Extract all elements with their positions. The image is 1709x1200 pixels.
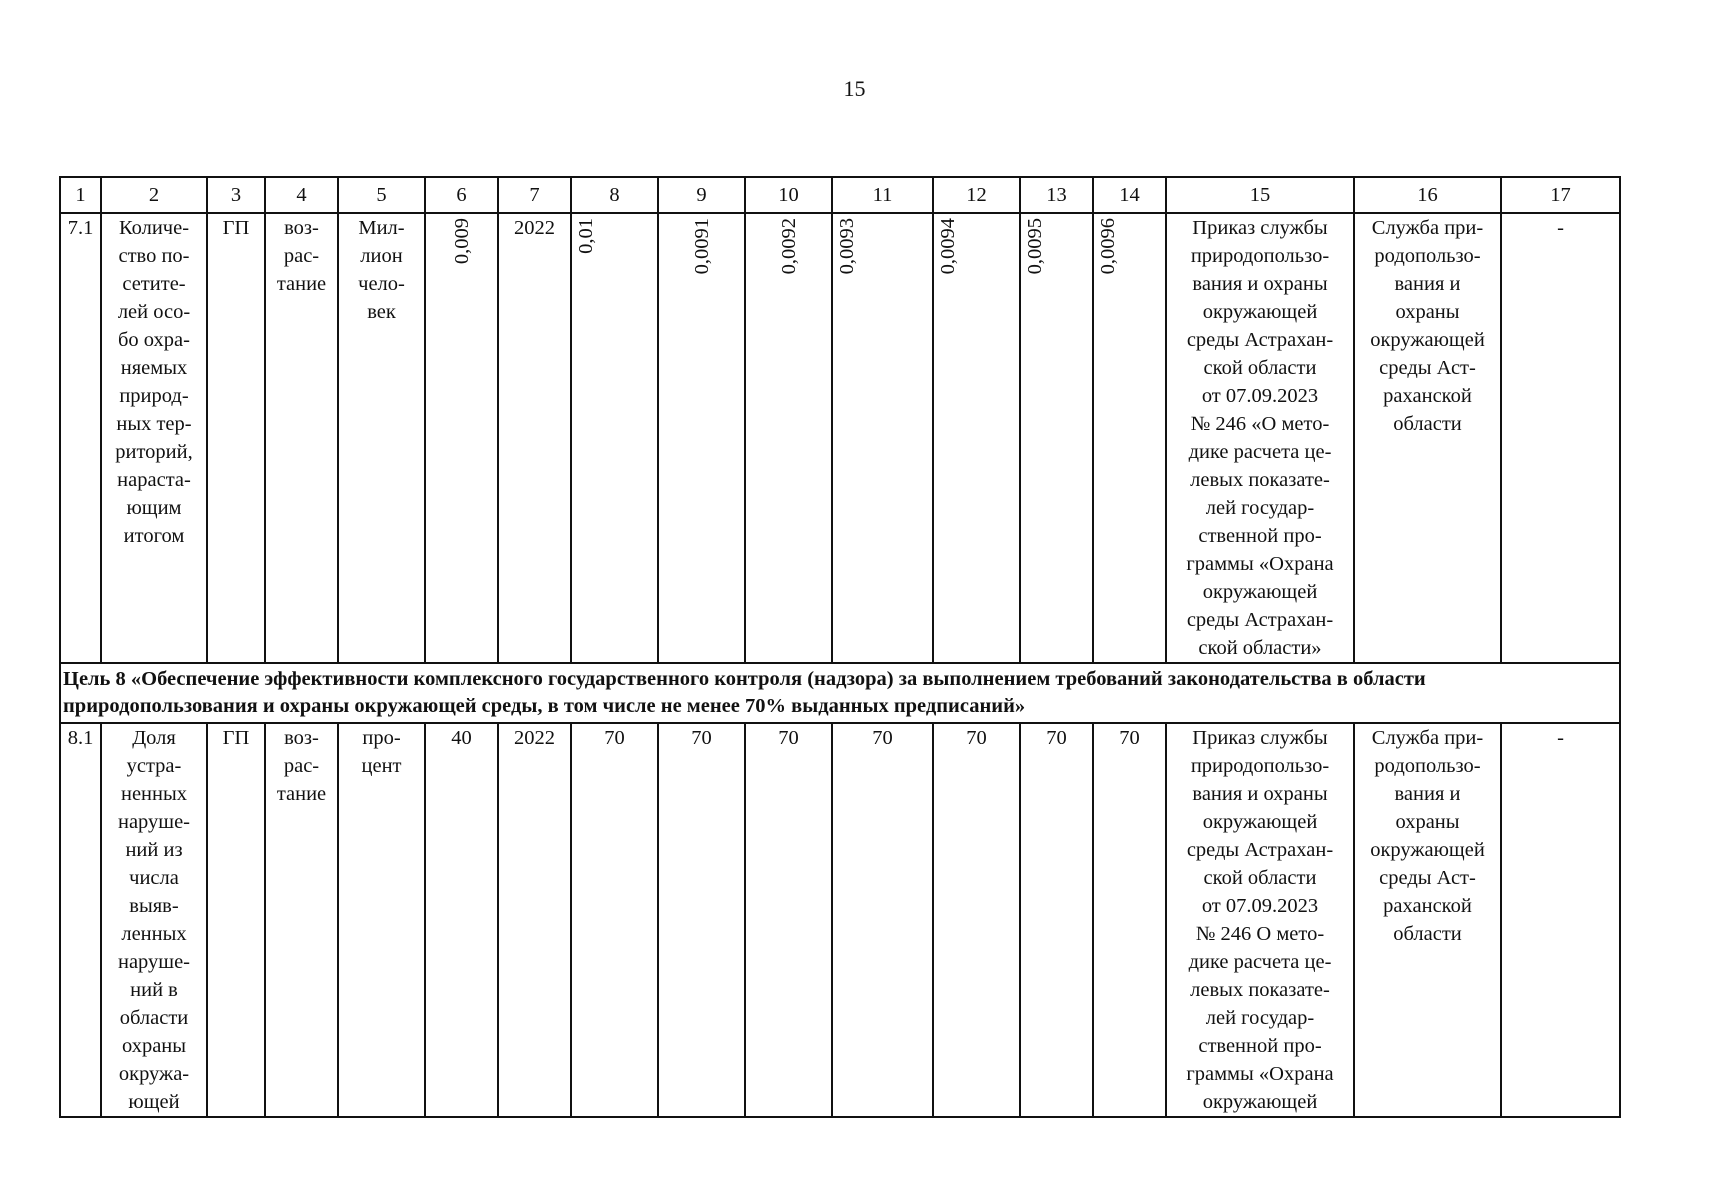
table-row-7-1 (60, 213, 1620, 663)
indicators-table (59, 176, 1621, 1118)
goal-row (60, 663, 1620, 723)
base-value: 40 (425, 723, 498, 1117)
column-header: 17 (1501, 177, 1620, 213)
column-header: 9 (658, 177, 745, 213)
column-header: 15 (1166, 177, 1354, 213)
responsible-body: Служба при- родопользо- вания и охраны окружающей среды Аст- раханской области (1354, 213, 1501, 663)
indicator-name: Доля устра- ненных наруше- ний из числа выяв- ленных наруше- ний в области охраны окружа- ющей (101, 723, 207, 1117)
column-header: 6 (425, 177, 498, 213)
column-header: 2 (101, 177, 207, 213)
base-year: 2022 (498, 723, 571, 1117)
value-cell: 70 (832, 723, 933, 1117)
value-cell: 0,0091 (658, 213, 745, 663)
indicator-name: Количе- ство по- сетите- лей осо- бо охра- няемых природ- ных тер- риторий, нараста- ющим итогом (101, 213, 207, 663)
document-reference: Приказ службы природопользо- вания и охраны окружающей среды Астрахан- ской области от 07.09.2023 № 246 О мето- дике расчета це- левых показате- лей государ- ственной про- граммы «Охрана окружающей (1166, 723, 1354, 1117)
column-header: 12 (933, 177, 1020, 213)
note: - (1501, 213, 1620, 663)
unit: Мил- лион чело- век (338, 213, 425, 663)
header-row (60, 177, 1620, 213)
column-header: 4 (265, 177, 338, 213)
document-reference: Приказ службы природопользо- вания и охраны окружающей среды Астрахан- ской области от 07.09.2023 № 246 «О мето- дике расчета це- левых показате- лей государ- ственной про- граммы «Охрана окружающей среды Астрахан- ской области» (1166, 213, 1354, 663)
column-header: 3 (207, 177, 265, 213)
value-cell: 70 (933, 723, 1020, 1117)
column-header: 10 (745, 177, 832, 213)
table-row-8-1 (60, 723, 1620, 1117)
row-number: 7.1 (60, 213, 101, 663)
column-header: 7 (498, 177, 571, 213)
column-header: 13 (1020, 177, 1093, 213)
value-cell: 0,0094 (933, 213, 1020, 663)
value-cell: 0,0092 (745, 213, 832, 663)
base-year: 2022 (498, 213, 571, 663)
column-header: 16 (1354, 177, 1501, 213)
value-cell: 70 (1020, 723, 1093, 1117)
unit: про- цент (338, 723, 425, 1117)
value-cell: 70 (658, 723, 745, 1117)
value-cell: 70 (745, 723, 832, 1117)
value-cell: 0,0093 (832, 213, 933, 663)
page-number: 15 (843, 76, 866, 101)
note: - (1501, 723, 1620, 1117)
value-cell: 0,0095 (1020, 213, 1093, 663)
level: ГП (207, 723, 265, 1117)
trend: воз- рас- тание (265, 213, 338, 663)
trend: воз- рас- тание (265, 723, 338, 1117)
value-cell: 70 (1093, 723, 1166, 1117)
responsible-body: Служба при- родопользо- вания и охраны окружающей среды Аст- раханской области (1354, 723, 1501, 1117)
column-header: 14 (1093, 177, 1166, 213)
goal-8-text: Цель 8 «Обеспечение эффективности комплексного государственного контроля (надзора) за выполнением требований законодательства в области природопользования и охраны окружающей среды, в том числе не менее 70% выданных предписаний» (60, 663, 1620, 723)
row-number: 8.1 (60, 723, 101, 1117)
value-cell: 70 (571, 723, 658, 1117)
column-header: 8 (571, 177, 658, 213)
base-value: 0,009 (425, 213, 498, 663)
column-header: 5 (338, 177, 425, 213)
level: ГП (207, 213, 265, 663)
value-cell: 0,01 (571, 213, 658, 663)
column-header: 1 (60, 177, 101, 213)
column-header: 11 (832, 177, 933, 213)
value-cell: 0,0096 (1093, 213, 1166, 663)
